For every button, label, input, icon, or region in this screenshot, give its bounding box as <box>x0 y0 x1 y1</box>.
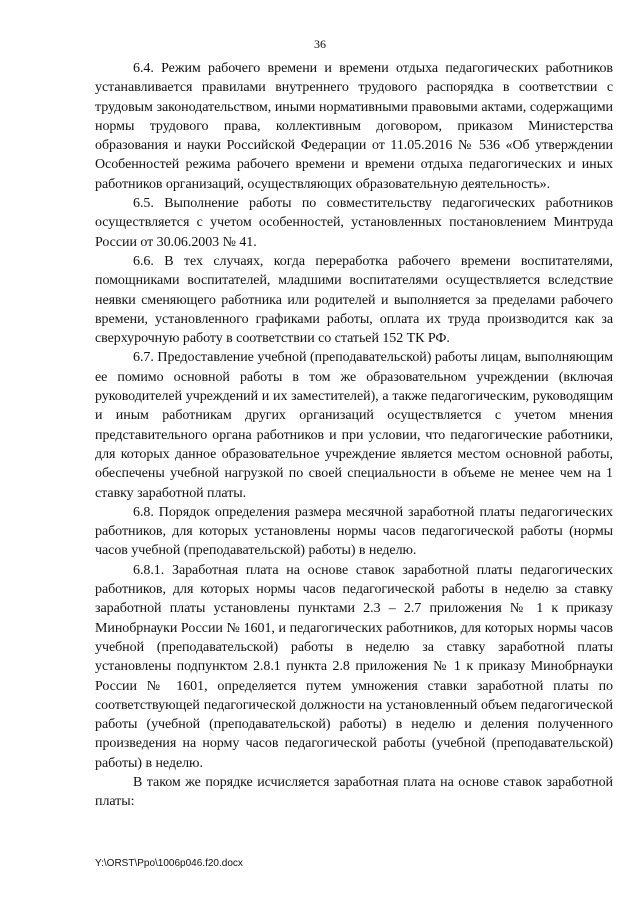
paragraph-6-5: 6.5. Выполнение работы по совместительству педагогических работников осуществляется с учетом особенностей, установленных постановлением Минтруда России от 30.06.2003 № 41. <box>95 196 613 250</box>
footer-file-path: Y:\ORST\Ppo\1006p046.f20.docx <box>95 858 243 869</box>
paragraph-6-6: 6.6. В тех случаях, когда переработка рабочего времени воспитателями, помощниками воспитателей, младшими воспитателями осуществляется вследствие неявки сменяющего работника или родителей и выполняется за пределами рабочего времени, установленного графиками работы, оплата их труда производится как за сверхурочную работу в соответствии со статьей 152 ТК РФ. <box>95 253 613 347</box>
document-body <box>95 59 613 812</box>
paragraph-6-8: 6.8. Порядок определения размера месячной заработной платы педагогических работников, для которых установлены нормы часов педагогической работы (нормы часов учебной (преподавательской) работы) в неделю. <box>95 504 613 559</box>
paragraph-6-8-1: 6.8.1. Заработная плата на основе ставок заработной платы педагогических работников, для которых нормы часов педагогической работы в неделю за ставку заработной платы установлены пунктами 2.3 – 2.7 приложения № 1 к приказу Минобрнауки России № 1601, и педагогических работников, для которых нормы часов учебной (преподавательской) работы в неделю за ставку заработной платы установлены подпунктом 2.8.1 пункта 2.8 приложения № 1 к приказу Минобрнауки России № 1601, определяется путем умножения ставки заработной платы по соответствующей педагогической должности на установленный объем педагогической работы (учебной (преподавательской) работы) в неделю и деления полученного произведения на норму часов педагогической работы (учебной (преподавательской) работы) в неделю. <box>95 562 613 771</box>
page-number: 36 <box>314 37 326 51</box>
paragraph-6-7: 6.7. Предоставление учебной (преподавательской) работы лицам, выполняющим ее помимо основной работы в том же образовательном учреждении (включая руководителей учреждений и их заместителей), а также педагогическим, руководящим и иным работникам других организаций осуществляется с учетом мнения представительного органа работников и при условии, что педагогические работники, для которых данное образовательное учреждение является местом основной работы, обеспечены учебной нагрузкой по своей специальности в объеме не менее чем на 1 ставку заработной платы. <box>95 350 613 501</box>
paragraph-6-4: 6.4. Режим рабочего времени и времени отдыха педагогических работников устанавливается правилами внутреннего трудового распорядка в соответствии с трудовым законодательством, иными нормативными правовыми актами, содержащими нормы трудового права, коллективным договором, приказом Министерства образования и науки Российской Федерации от 11.05.2016 № 536 «Об утверждении Особенностей режима рабочего времени и времени отдыха педагогических и иных работников организаций, осуществляющих образовательную деятельность». <box>95 61 613 192</box>
paragraph-continuation: В таком же порядке исчисляется заработная плата на основе ставок заработной платы: <box>95 774 613 810</box>
